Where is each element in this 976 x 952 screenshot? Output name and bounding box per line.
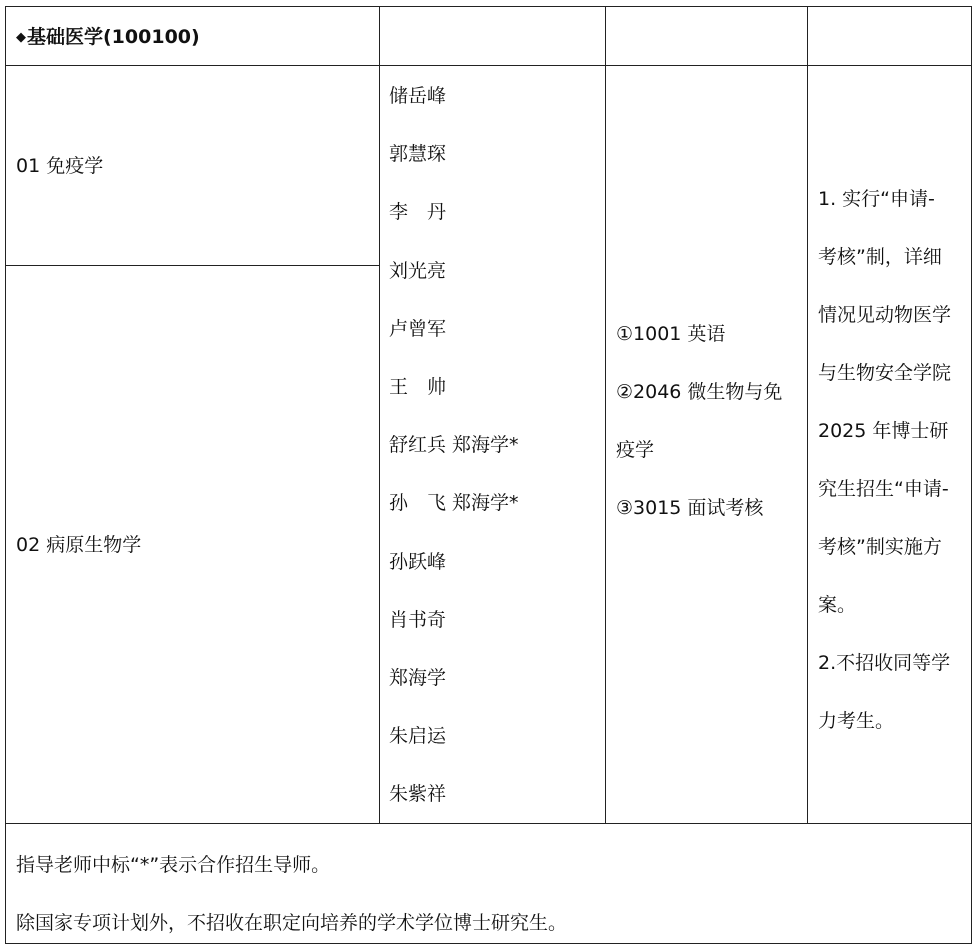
direction-immunology: 01 免疫学	[16, 155, 104, 177]
supervisor-item: 郑海学	[389, 666, 447, 689]
supervisor-item: 李 丹	[389, 201, 447, 224]
remark-line: 案。	[818, 594, 857, 616]
supervisor-item: 朱紫祥	[389, 783, 447, 806]
supervisor-item: 肖书奇	[389, 608, 447, 631]
exam-line: ①1001 英语	[616, 323, 726, 345]
diamond-bullet-icon: ◆	[16, 30, 26, 45]
column-divider-1	[379, 6, 380, 824]
supervisor-item: 孙 飞 郑海学*	[389, 492, 519, 515]
column-divider-2	[605, 6, 606, 824]
remark-line: 与生物安全学院	[818, 362, 952, 384]
exam-subjects	[616, 305, 796, 537]
remark-line: 考核”制，详细	[818, 246, 942, 268]
remark-line: 1. 实行“申请-	[818, 188, 935, 210]
remark-line: 考核”制实施方	[818, 536, 942, 558]
remark-line: 2.不招收同等学	[818, 652, 951, 674]
supervisor-item: 郭慧琛	[389, 143, 447, 166]
footer-note-enrollment: 除国家专项计划外，不招收在职定向培养的学术学位博士研究生。	[16, 912, 568, 934]
remark-line: 究生招生“申请-	[818, 478, 949, 500]
exam-line: ②2046 微生物与免	[616, 381, 783, 403]
header-row-divider	[5, 65, 972, 66]
supervisor-item: 舒红兵 郑海学*	[389, 434, 519, 457]
supervisor-item: 孙跃峰	[389, 550, 447, 573]
footer-note-cooperative: 指导老师中标“*”表示合作招生导师。	[16, 854, 331, 876]
supervisor-item: 王 帅	[389, 375, 447, 398]
column-divider-3	[807, 6, 808, 824]
supervisor-item: 储岳峰	[389, 85, 447, 107]
supervisor-item: 朱启运	[389, 725, 447, 748]
exam-line: 疫学	[616, 439, 655, 461]
discipline-title	[16, 24, 200, 51]
discipline-title-text: 基础医学(100100)	[27, 26, 200, 48]
direction-pathogen-biology: 02 病原生物学	[16, 534, 142, 556]
table-footer	[16, 836, 567, 952]
supervisor-list	[389, 82, 519, 838]
remarks	[818, 170, 966, 750]
supervisor-item: 卢曾军	[389, 317, 447, 340]
remark-line: 情况见动物医学	[818, 304, 952, 326]
remark-line: 2025 年博士研	[818, 420, 949, 442]
supervisor-item: 刘光亮	[389, 259, 447, 282]
direction-row-divider	[5, 265, 379, 266]
remark-line: 力考生。	[818, 710, 895, 732]
exam-line: ③3015 面试考核	[616, 497, 764, 519]
